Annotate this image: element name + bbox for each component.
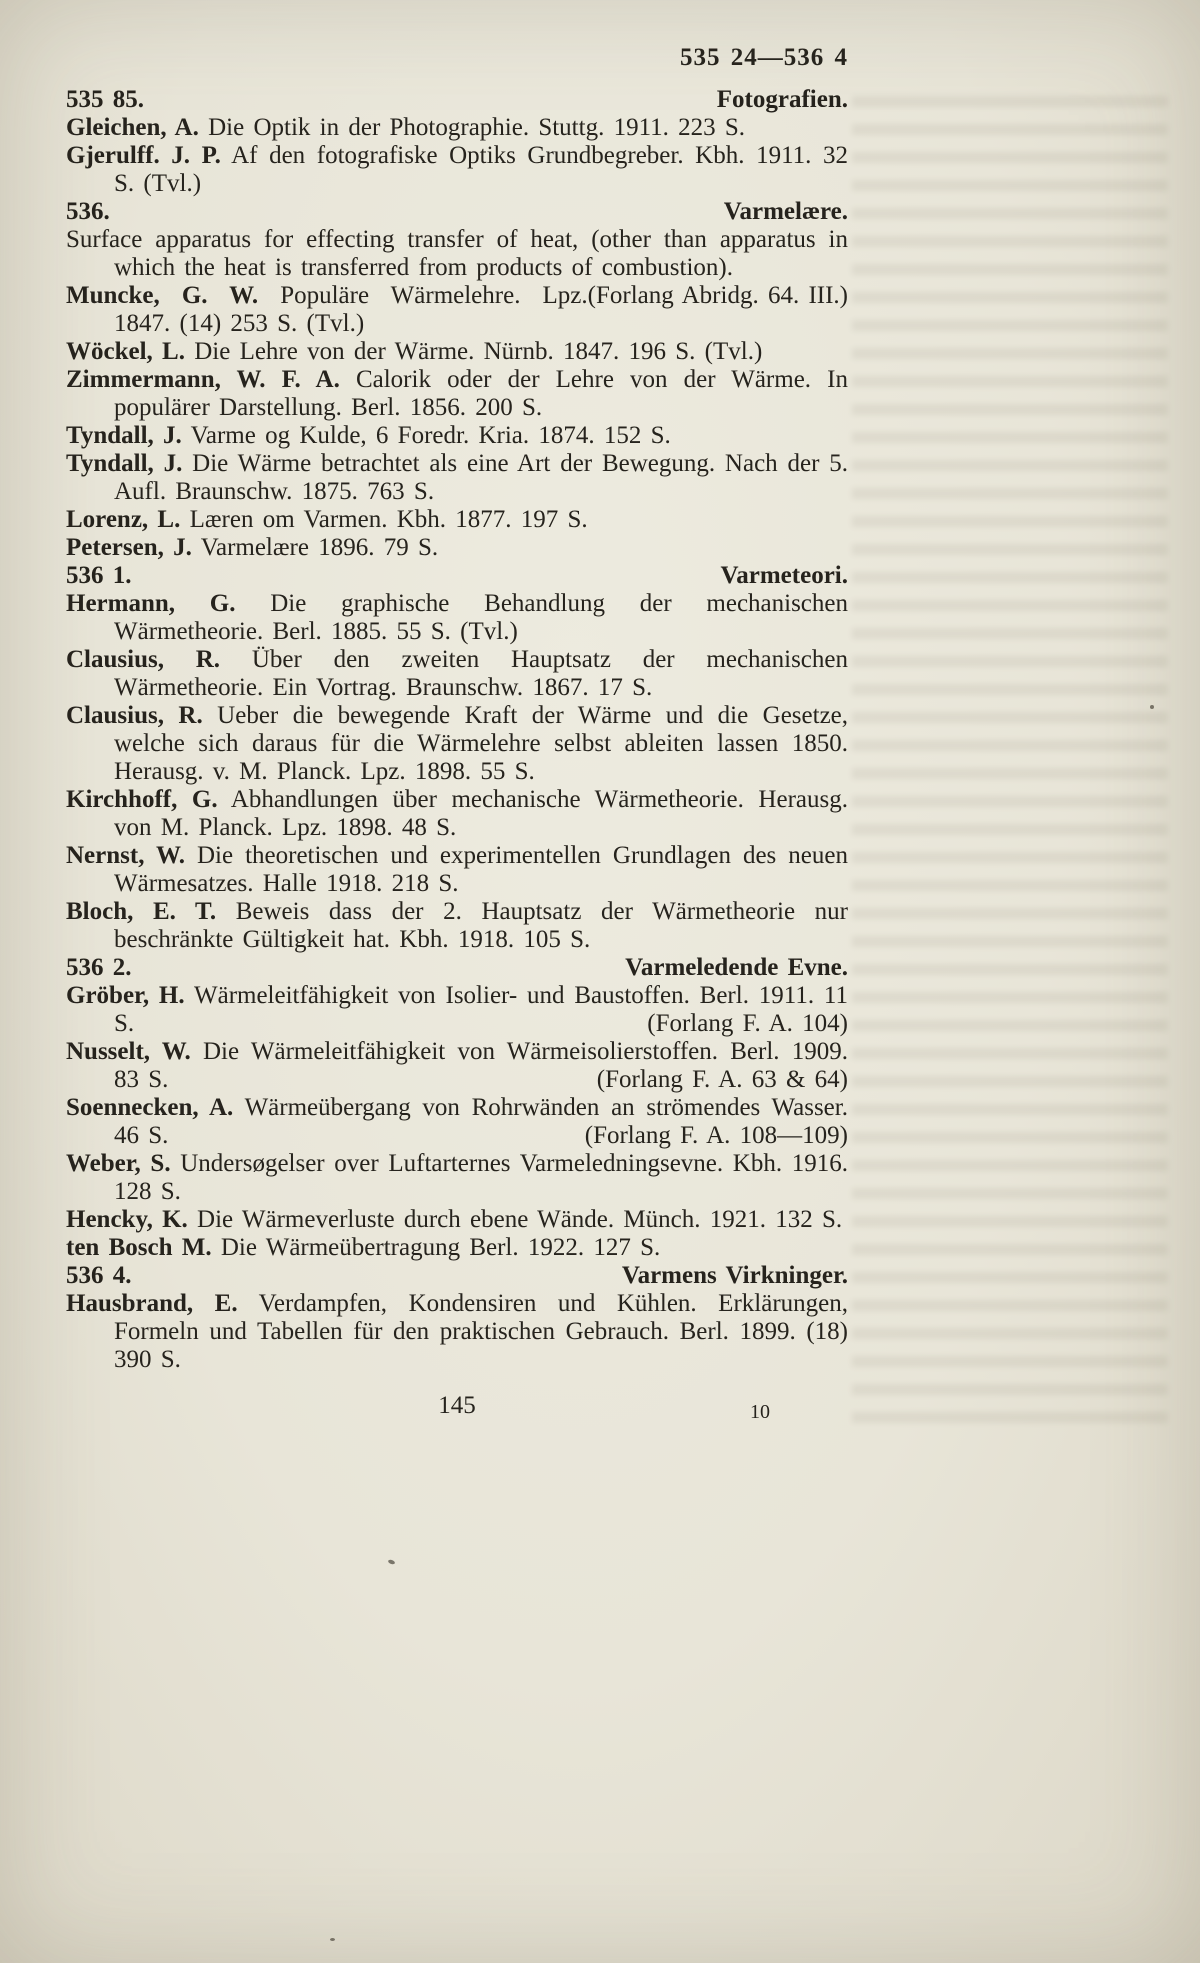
entry-text: Abhandlungen über mechanische Wärmetheorie. Herausg. von M. Planck. Lpz. 1898. 48 S. bbox=[114, 786, 848, 841]
page-footer bbox=[66, 1392, 848, 1423]
entry-text: Wärmeleitfähigkeit von Isolier- und Baustoffen. Berl. 1911. 11 S. bbox=[114, 982, 848, 1037]
entry-author: Hausbrand, E. bbox=[66, 1290, 238, 1317]
entry bbox=[66, 114, 848, 142]
section-title: Varmeledende Evne. bbox=[625, 954, 848, 981]
entry bbox=[66, 982, 848, 1038]
entry-text: Die theoretischen und experimentellen Grundlagen des neuen Wärmesatzes. Halle 1918. 218 S. bbox=[114, 842, 848, 897]
section-header bbox=[66, 198, 848, 226]
entry-text: Varmelære 1896. 79 S. bbox=[200, 534, 439, 561]
section-header bbox=[66, 1262, 848, 1290]
entry-author: Weber, S. bbox=[66, 1150, 171, 1177]
entry bbox=[66, 898, 848, 954]
entry-author: Wöckel, L. bbox=[66, 338, 185, 365]
entry-author: Zimmermann, W. F. A. bbox=[66, 366, 340, 393]
entry bbox=[66, 1038, 848, 1094]
entry-text: Calorik oder der Lehre von der Wärme. In populärer Darstellung. Berl. 1856. 200 S. bbox=[114, 366, 848, 421]
entry bbox=[66, 1234, 848, 1262]
entry-text: Ueber die bewegende Kraft der Wärme und die Gesetze, welche sich daraus für die Wärmelehre selbst ableiten lassen 1850. Herausg. v. M. Planck. Lpz. 1898. 55 S. bbox=[114, 702, 849, 785]
section-title: Fotografien. bbox=[716, 86, 848, 113]
section-varmeteori bbox=[66, 562, 848, 954]
entry-text: Varme og Kulde, 6 Foredr. Kria. 1874. 152 S. bbox=[190, 422, 671, 449]
entry bbox=[66, 1206, 848, 1234]
section-number: 536 1. bbox=[66, 562, 132, 589]
entry-text: Surface apparatus for effecting transfer of heat, (other than apparatus in which the heat is transferred from products of combustion). bbox=[66, 226, 848, 281]
entry-ref: (Forlang F. A. 63 & 64) bbox=[596, 1066, 848, 1093]
entry-text: Wärmeübergang von Rohrwänden an strömendes Wasser. 46 S. bbox=[114, 1094, 848, 1149]
section-header bbox=[66, 562, 848, 590]
section-number: 536 4. bbox=[66, 1262, 132, 1289]
section-header bbox=[66, 954, 848, 982]
running-header: 535 24—536 4 bbox=[680, 44, 848, 71]
entry-author: Muncke, G. W. bbox=[66, 282, 259, 309]
entry-text: Die graphische Behandlung der mechanischen Wärmetheorie. Berl. 1885. 55 S. (Tvl.) bbox=[114, 590, 849, 645]
entry-author: Nusselt, W. bbox=[66, 1038, 191, 1065]
dust-speck bbox=[388, 1559, 396, 1565]
dust-speck bbox=[330, 1938, 335, 1941]
entry bbox=[66, 366, 848, 422]
entry bbox=[66, 534, 848, 562]
entry-author: Soennecken, A. bbox=[66, 1094, 234, 1121]
page-number: 145 bbox=[438, 1392, 476, 1419]
entry-author: Hencky, K. bbox=[66, 1206, 188, 1233]
entry-author: Lorenz, L. bbox=[66, 506, 181, 533]
entry-text: Die Wärmeverluste durch ebene Wände. Münch. 1921. 132 S. bbox=[197, 1206, 843, 1233]
entry-ref: (Forlang F. A. 108—109) bbox=[584, 1122, 848, 1149]
entry bbox=[66, 506, 848, 534]
section-number: 536 2. bbox=[66, 954, 132, 981]
entry-author: Tyndall, J. bbox=[66, 450, 183, 477]
entry-text: Die Wärmeleitfähigkeit von Wärmeisolierstoffen. Berl. 1909. 83 S. bbox=[114, 1038, 848, 1093]
entry-author: ten Bosch M. bbox=[66, 1234, 212, 1261]
entry bbox=[66, 422, 848, 450]
entry-text: Über den zweiten Hauptsatz der mechanischen Wärmetheorie. Ein Vortrag. Braunschw. 1867. 17 S. bbox=[114, 646, 849, 701]
bleed-through-ghosting bbox=[852, 96, 1168, 1426]
entry-author: Gjerulff. J. P. bbox=[66, 142, 221, 169]
entry bbox=[66, 702, 848, 786]
page-content bbox=[66, 44, 849, 1423]
section-varmens-virkninger bbox=[66, 1262, 848, 1374]
entry-author: Tyndall, J. bbox=[66, 422, 182, 449]
entry bbox=[66, 450, 848, 506]
entry-text: Beweis dass der 2. Hauptsatz der Wärmetheorie nur beschränkte Gültigkeit hat. Kbh. 1918. 105 S. bbox=[114, 898, 848, 953]
entry-author: Bloch, E. T. bbox=[66, 898, 217, 925]
entry-text: Die Wärmeübertragung Berl. 1922. 127 S. bbox=[220, 1234, 661, 1261]
entry bbox=[66, 842, 848, 898]
entry-ref: (Forlang F. A. 104) bbox=[647, 1010, 848, 1037]
entry-author: Hermann, G. bbox=[66, 590, 236, 617]
entry-text: Af den fotografiske Optiks Grundbegreber. Kbh. 1911. 32 S. (Tvl.) bbox=[114, 142, 848, 197]
section-title: Varmelære. bbox=[723, 198, 848, 225]
entry-author: Clausius, R. bbox=[66, 702, 203, 729]
entry bbox=[66, 786, 848, 842]
entry-text: Undersøgelser over Luftarternes Varmeledningsevne. Kbh. 1916. 128 S. bbox=[114, 1150, 848, 1205]
entry-text: Die Optik in der Photographie. Stuttg. 1911. 223 S. bbox=[208, 114, 746, 141]
entry-text: Die Lehre von der Wärme. Nürnb. 1847. 196 S. (Tvl.) bbox=[194, 338, 763, 365]
entry-author: Gleichen, A. bbox=[66, 114, 199, 141]
section-number: 536. bbox=[66, 198, 110, 225]
entry bbox=[66, 590, 848, 646]
entry-author: Clausius, R. bbox=[66, 646, 221, 673]
entry bbox=[66, 142, 848, 198]
entry bbox=[66, 1150, 848, 1206]
entry bbox=[66, 338, 848, 366]
section-number: 535 85. bbox=[66, 86, 144, 113]
dust-speck bbox=[1150, 705, 1154, 709]
entry-text: Verdampfen, Kondensiren und Kühlen. Erklärungen, Formeln und Tabellen für den praktischen Gebrauch. Berl. 1899. (18) 390 S. bbox=[114, 1290, 848, 1373]
entry-text: Populäre Wärmelehre. Lpz. 1847. (14) 253 S. (Tvl.) bbox=[114, 282, 588, 337]
entry-ref: (Forlang Abridg. 64. III.) bbox=[587, 282, 848, 309]
entry bbox=[66, 1290, 848, 1374]
entry-author: Gröber, H. bbox=[66, 982, 185, 1009]
entry-author: Nernst, W. bbox=[66, 842, 185, 869]
entry bbox=[66, 1094, 848, 1150]
section-varmeledende-evne bbox=[66, 954, 848, 1262]
entry-text: Die Wärme betrachtet als eine Art der Bewegung. Nach der 5. Aufl. Braunschw. 1875. 763 S. bbox=[114, 450, 848, 505]
section-varmelaere bbox=[66, 198, 848, 562]
section-title: Varmens Virkninger. bbox=[621, 1262, 848, 1289]
signature-mark: 10 bbox=[750, 1401, 770, 1423]
entry bbox=[66, 646, 848, 702]
entry-author: Petersen, J. bbox=[66, 534, 192, 561]
entry-text: Læren om Varmen. Kbh. 1877. 197 S. bbox=[189, 506, 588, 533]
section-title: Varmeteori. bbox=[720, 562, 848, 589]
entry-author: Kirchhoff, G. bbox=[66, 786, 218, 813]
section-fotografien bbox=[66, 86, 848, 198]
section-header bbox=[66, 86, 848, 114]
